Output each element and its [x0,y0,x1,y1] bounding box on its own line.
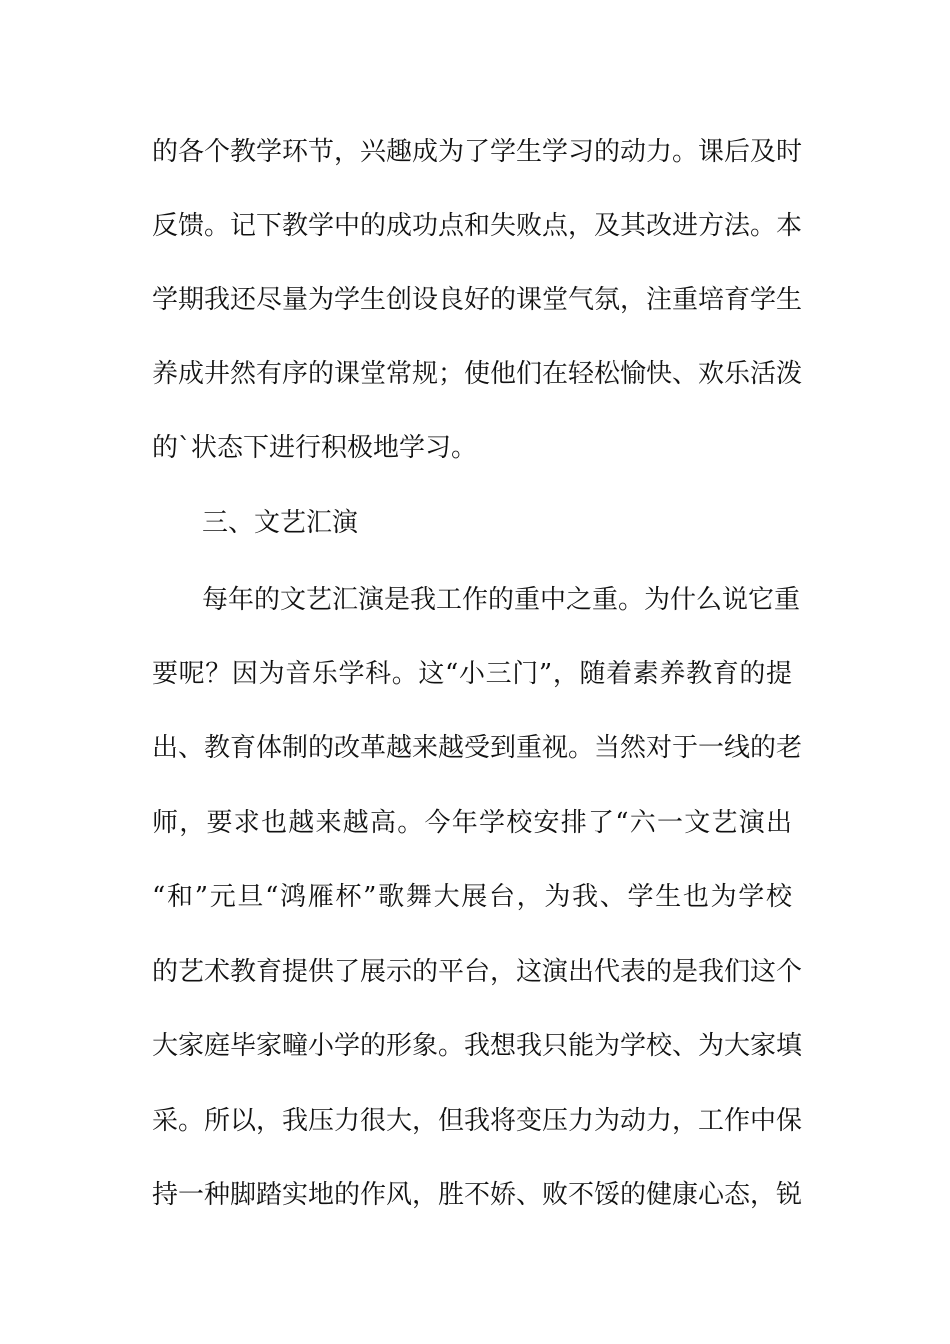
paragraph-2-line-7: 大家庭毕家疃小学的形象。我想我只能为学校、为大家填 [152,1031,803,1061]
paragraph-2-line-4: 师，要求也越来越高。今年学校安排了“六一文艺演出 [152,808,792,838]
paragraph-1-line-3: 学期我还尽量为学生创设良好的课堂气氛，注重培育学生 [152,285,803,315]
paragraph-1-line-1: 的各个教学环节，兴趣成为了学生学习的动力。课后及时 [152,137,803,167]
paragraph-2-line-1: 每年的文艺汇演是我工作的重中之重。为什么说它重 [202,585,801,615]
paragraph-2-line-8: 采。所以，我压力很大，但我将变压力为动力，工作中保 [152,1106,803,1136]
paragraph-2-line-5: “和”元旦“鸿雁杯”歌舞大展台，为我、学生也为学校 [152,882,792,912]
paragraph-2-line-6: 的艺术教育提供了展示的平台，这演出代表的是我们这个 [152,957,803,987]
paragraph-1-line-2: 反馈。记下教学中的成功点和失败点，及其改进方法。本 [152,211,803,241]
paragraph-2-line-2: 要呢？因为音乐学科。这“小三门”，随着素养教育的提 [152,659,792,689]
paragraph-1-line-4: 养成井然有序的课堂常规；使他们在轻松愉快、欢乐活泼 [152,359,803,389]
paragraph-2-line-9: 持一种脚踏实地的作风，胜不娇、败不馁的健康心态，锐 [152,1180,803,1210]
paragraph-1-line-5: 的`状态下进行积极地学习。 [152,433,478,463]
section-heading: 三、文艺汇演 [202,508,359,538]
paragraph-2-line-3: 出、教育体制的改革越来越受到重视。当然对于一线的老 [152,733,803,763]
